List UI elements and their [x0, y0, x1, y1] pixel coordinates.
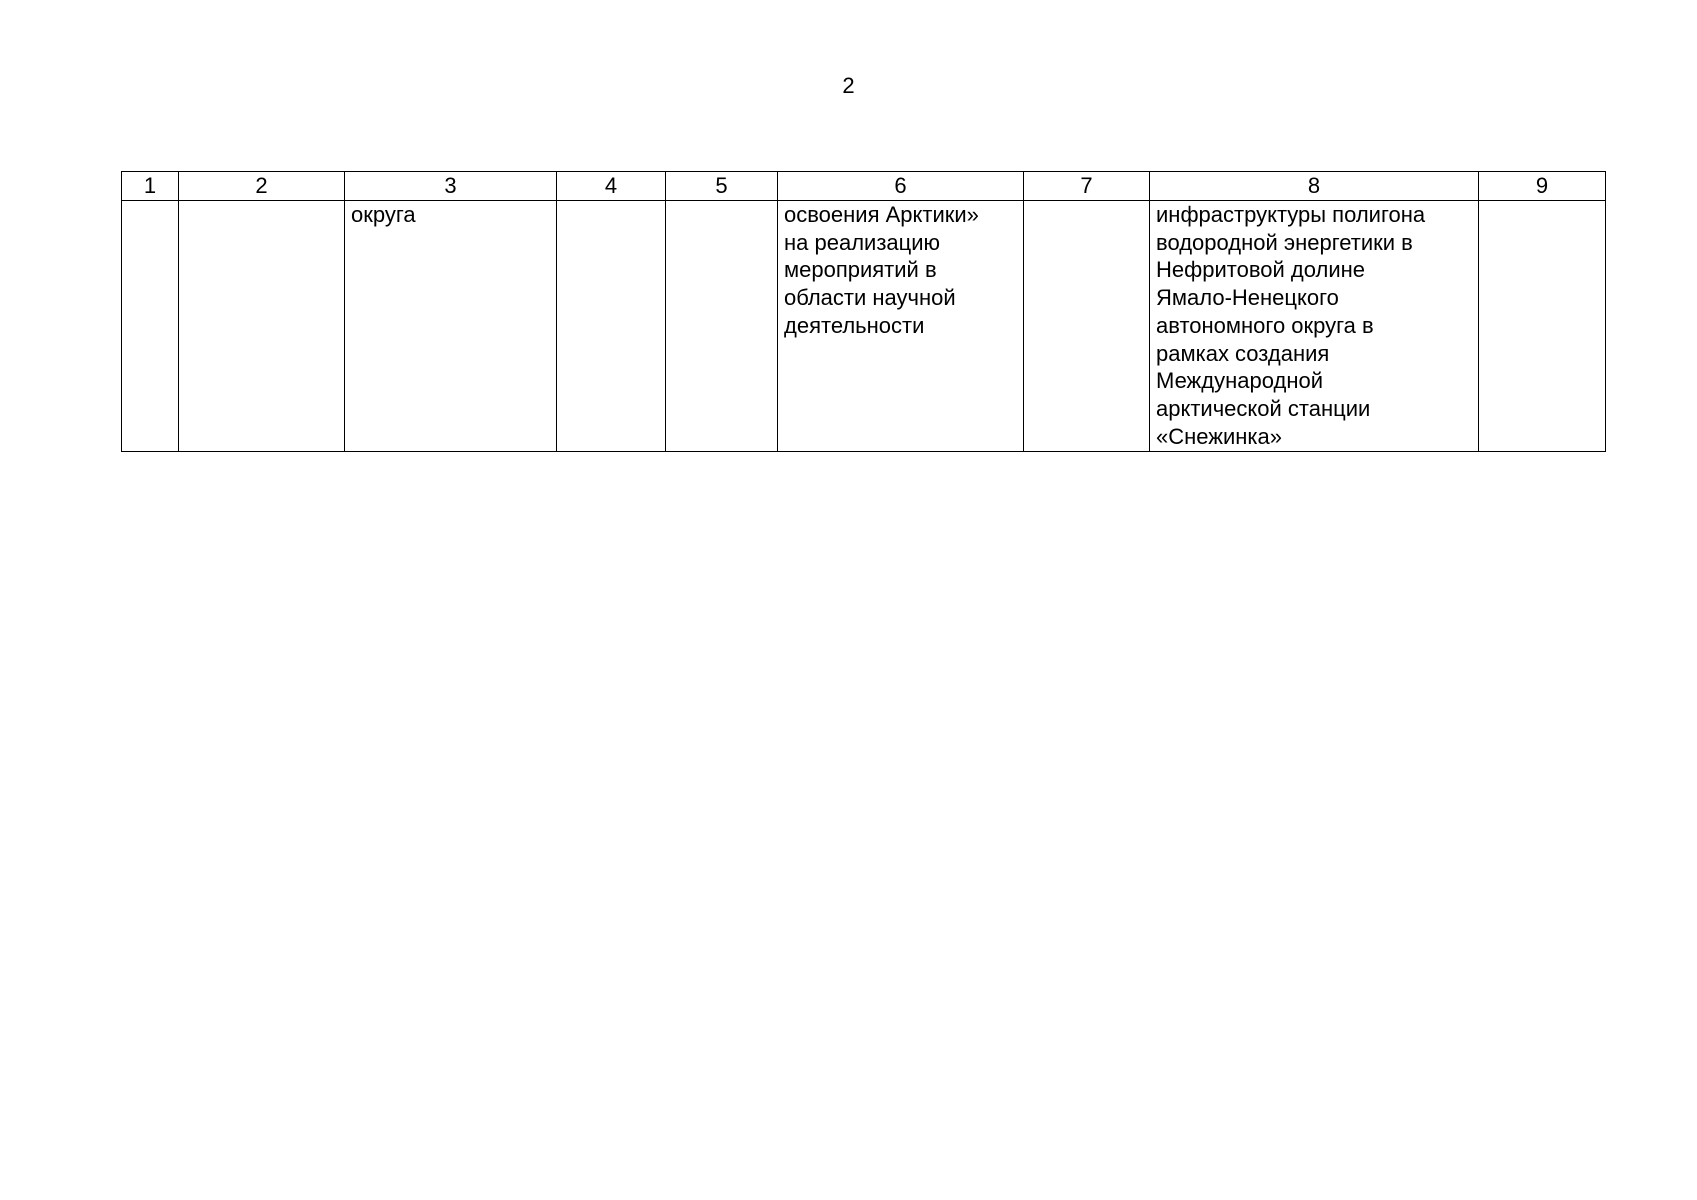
table-cell-col6	[778, 201, 1024, 452]
table-cell-col7	[1024, 201, 1150, 452]
cell-text: инфраструктуры полигона водородной энергетики в Нефритовой долине Ямало-Ненецкого автономного округа в рамках создания Международной арктической станции «Снежинка»	[1156, 202, 1426, 449]
table-cell-col3	[345, 201, 557, 452]
column-header-8: 8	[1150, 172, 1479, 201]
table-cell-col4	[557, 201, 666, 452]
column-header-5: 5	[666, 172, 778, 201]
table-cell-col2	[179, 201, 345, 452]
table-header-row	[122, 172, 1606, 201]
table-row	[122, 201, 1606, 452]
cell-text: освоения Арктики» на реализацию мероприятий в области научной деятельности	[784, 202, 979, 338]
column-header-6: 6	[778, 172, 1024, 201]
column-header-7: 7	[1024, 172, 1150, 201]
column-header-4: 4	[557, 172, 666, 201]
column-header-1: 1	[122, 172, 179, 201]
table-cell-col8	[1150, 201, 1479, 452]
table-cell-col1	[122, 201, 179, 452]
column-header-9: 9	[1479, 172, 1606, 201]
table-cell-col5	[666, 201, 778, 452]
data-table	[121, 171, 1606, 452]
table-cell-col9	[1479, 201, 1606, 452]
cell-text: округа	[351, 202, 416, 227]
column-header-3: 3	[345, 172, 557, 201]
column-header-2: 2	[179, 172, 345, 201]
page-number: 2	[842, 73, 855, 98]
